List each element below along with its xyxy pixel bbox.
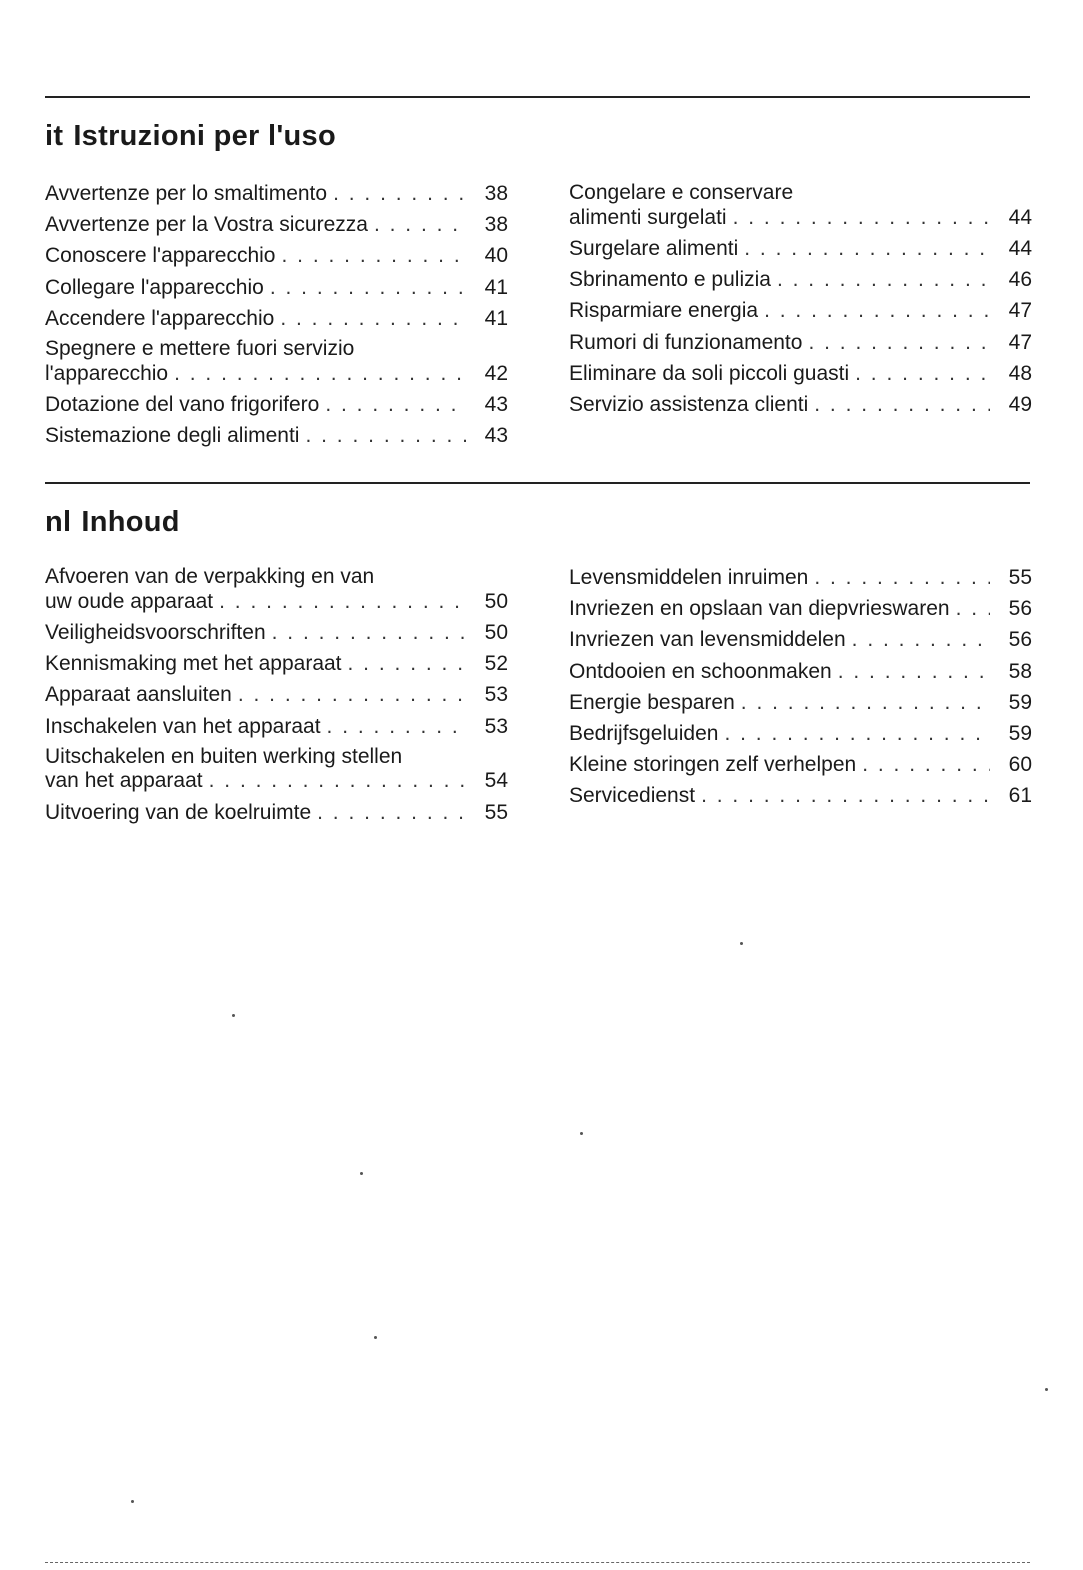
toc-entry-page-number: 38 (484, 182, 508, 205)
toc-entry-title: Servizio assistenza clienti (569, 393, 809, 417)
toc-entry-page-number: 40 (484, 244, 508, 268)
toc-entry-page-number: 61 (1008, 784, 1032, 808)
toc-entry-row (569, 749, 1032, 780)
toc-entry (45, 742, 508, 797)
toc-entry-title: van het apparaat (45, 769, 203, 793)
dot-leader (741, 687, 990, 718)
toc-list-nl-left (45, 562, 508, 828)
scan-speck (1045, 1388, 1048, 1391)
toc-list-nl-right (569, 562, 1032, 812)
toc-entry (45, 389, 508, 420)
toc-entry-row (45, 178, 508, 209)
dot-leader (764, 295, 990, 326)
toc-entry (569, 327, 1032, 358)
toc-list-it-right (569, 178, 1032, 420)
toc-entry-row (45, 240, 508, 271)
dot-leader (701, 780, 990, 811)
toc-entry-row (45, 272, 508, 303)
dot-leader (280, 303, 466, 334)
toc-entry-page-number: 53 (484, 683, 508, 707)
toc-entry-row (569, 624, 1032, 655)
toc-entry-title: Avvertenze per lo smaltimento (45, 182, 328, 205)
toc-entry-title: Ontdooien en schoonmaken (569, 659, 832, 683)
dot-leader (270, 272, 466, 303)
toc-entry-page-number: 56 (1008, 597, 1032, 621)
toc-entry (45, 334, 508, 389)
toc-entry-row (45, 362, 508, 387)
toc-entry-title: Invriezen van levensmiddelen (569, 628, 846, 652)
toc-entry-page-number: 47 (1008, 299, 1032, 323)
toc-entry (569, 780, 1032, 811)
dot-leader (814, 562, 990, 593)
heading-text: Istruzioni per l'uso (73, 120, 336, 152)
toc-entry-page-number: 50 (484, 621, 508, 644)
toc-entry-row (45, 711, 508, 742)
toc-entry-title: Risparmiare energia (569, 299, 759, 323)
toc-entry-title: Collegare l'apparecchio (45, 275, 264, 299)
toc-entry-row (45, 420, 508, 451)
toc-entry-title: Energie besparen (569, 690, 735, 714)
toc-entry-row (569, 687, 1032, 718)
toc-entry-row (569, 327, 1032, 358)
dot-leader (374, 209, 466, 240)
toc-entry-title: Kleine storingen zelf verhelpen (569, 753, 857, 777)
toc-entry-title: Apparaat aansluiten (45, 683, 232, 707)
toc-entry-row (45, 769, 508, 794)
toc-entry-page-number: 59 (1008, 690, 1032, 714)
toc-entry (45, 240, 508, 271)
toc-entry-row (569, 233, 1032, 264)
toc-entry (45, 209, 508, 240)
toc-entry (569, 264, 1032, 295)
dot-leader (209, 769, 466, 794)
toc-entry-title: Veiligheidsvoorschriften (45, 621, 266, 644)
toc-entry-page-number: 50 (484, 589, 508, 613)
dot-leader (325, 389, 466, 420)
dot-leader (219, 590, 466, 615)
dot-leader (855, 358, 990, 389)
toc-entry-page-number: 55 (484, 800, 508, 824)
dot-leader (348, 648, 466, 679)
language-code: nl (45, 506, 72, 538)
toc-entry-title: Surgelare alimenti (569, 237, 739, 260)
toc-entry (45, 178, 508, 209)
section-divider-middle (45, 482, 1030, 484)
toc-entry (45, 648, 508, 679)
toc-entry-row (569, 593, 1032, 624)
toc-entry-page-number: 56 (1008, 628, 1032, 652)
toc-entry (45, 420, 508, 451)
toc-entry-page-number: 44 (1008, 205, 1032, 229)
toc-entry-page-number: 55 (1008, 566, 1032, 589)
toc-entry-row (45, 617, 508, 648)
toc-entry-page-number: 46 (1008, 268, 1032, 292)
page-bottom-edge (45, 1562, 1030, 1563)
toc-entry (569, 178, 1032, 233)
dot-leader (956, 593, 990, 624)
toc-entry-page-number: 53 (484, 714, 508, 738)
dot-leader (333, 178, 466, 209)
toc-entry-title: Sistemazione degli alimenti (45, 424, 300, 448)
toc-entry (569, 624, 1032, 655)
scan-speck (131, 1500, 134, 1503)
section-heading-it (45, 120, 336, 153)
dot-leader (744, 233, 990, 264)
dot-leader (862, 749, 990, 780)
toc-entry (569, 687, 1032, 718)
scan-speck (374, 1336, 377, 1339)
toc-entry-title: Accendere l'apparecchio (45, 306, 275, 330)
toc-entry-page-number: 54 (484, 769, 508, 793)
toc-entry-row (45, 648, 508, 679)
toc-entry-page-number: 38 (484, 213, 508, 237)
toc-entry-row (569, 718, 1032, 749)
scan-speck (580, 1132, 583, 1135)
toc-entry-page-number: 58 (1008, 659, 1032, 683)
toc-entry (569, 593, 1032, 624)
dot-leader (838, 656, 990, 687)
toc-entry-page-number: 44 (1008, 237, 1032, 260)
scan-speck (232, 1014, 235, 1017)
toc-entry-title: Inschakelen van het apparaat (45, 714, 321, 738)
toc-entry (569, 749, 1032, 780)
toc-entry (45, 562, 508, 617)
toc-entry (569, 389, 1032, 420)
dot-leader (272, 617, 466, 648)
toc-entry-title: alimenti surgelati (569, 205, 727, 229)
toc-entry-title-line1: Congelare e conservare (569, 181, 794, 204)
toc-entry-title: Rumori di funzionamento (569, 330, 803, 354)
toc-entry-page-number: 47 (1008, 330, 1032, 354)
toc-entry (569, 233, 1032, 264)
dot-leader (724, 718, 990, 749)
toc-entry-row (569, 780, 1032, 811)
toc-entry-title: Avvertenze per la Vostra sicurezza (45, 213, 368, 237)
toc-entry-page-number: 41 (484, 275, 508, 299)
toc-entry (569, 562, 1032, 593)
toc-entry-title: Conoscere l'apparecchio (45, 244, 276, 268)
toc-entry-row (45, 209, 508, 240)
dot-leader (808, 327, 990, 358)
toc-entry (45, 711, 508, 742)
toc-entry-title: Servicedienst (569, 784, 696, 808)
dot-leader (317, 797, 466, 828)
toc-entry-title: Levensmiddelen inruimen (569, 566, 809, 589)
dot-leader (281, 240, 466, 271)
toc-entry (569, 295, 1032, 326)
toc-entry-page-number: 49 (1008, 393, 1032, 417)
toc-entry-row (569, 656, 1032, 687)
dot-leader (777, 264, 990, 295)
toc-entry-row (569, 562, 1032, 593)
toc-entry-title: Eliminare da soli piccoli guasti (569, 361, 850, 385)
toc-entry (45, 679, 508, 710)
toc-entry-row (45, 679, 508, 710)
toc-entry (569, 358, 1032, 389)
toc-entry-title-line1: Afvoeren van de verpakking en van (45, 565, 375, 588)
dot-leader (733, 206, 990, 231)
language-code: it (45, 120, 64, 152)
dot-leader (174, 362, 466, 387)
toc-entry-page-number: 43 (484, 424, 508, 448)
dot-leader (238, 679, 466, 710)
toc-entry (45, 303, 508, 334)
toc-entry-row (45, 389, 508, 420)
toc-entry (45, 617, 508, 648)
toc-entry-title: Invriezen en opslaan van diepvrieswaren (569, 597, 950, 621)
section-divider-top (45, 96, 1030, 98)
toc-entry-title: Bedrijfsgeluiden (569, 722, 719, 746)
toc-entry-row (569, 295, 1032, 326)
section-heading-nl (45, 506, 180, 539)
toc-entry-title: l'apparecchio (45, 361, 169, 385)
scan-speck (360, 1172, 363, 1175)
dot-leader (327, 711, 466, 742)
toc-entry-page-number: 43 (484, 393, 508, 417)
toc-entry-page-number: 60 (1008, 753, 1032, 777)
toc-entry (569, 718, 1032, 749)
toc-entry-title: Dotazione del vano frigorifero (45, 393, 320, 417)
toc-entry-row (569, 389, 1032, 420)
toc-entry (45, 797, 508, 828)
toc-entry-title: Uitvoering van de koelruimte (45, 800, 312, 824)
dot-leader (814, 389, 990, 420)
toc-entry-page-number: 42 (484, 361, 508, 385)
toc-entry-title-line1: Spegnere e mettere fuori servizio (45, 337, 355, 361)
toc-entry-page-number: 41 (484, 306, 508, 330)
toc-entry-page-number: 59 (1008, 722, 1032, 746)
toc-entry (569, 656, 1032, 687)
toc-list-it-left (45, 178, 508, 451)
dot-leader (305, 420, 466, 451)
heading-text: Inhoud (81, 506, 180, 538)
toc-entry-page-number: 52 (484, 652, 508, 676)
toc-entry-row (569, 264, 1032, 295)
dot-leader (852, 624, 990, 655)
toc-entry-title: uw oude apparaat (45, 589, 214, 613)
toc-entry-title-line1: Uitschakelen en buiten werking stellen (45, 744, 403, 768)
toc-entry-title: Sbrinamento e pulizia (569, 268, 771, 292)
scan-speck (740, 942, 743, 945)
toc-entry-page-number: 48 (1008, 361, 1032, 385)
toc-entry-title: Kennismaking met het apparaat (45, 652, 342, 676)
toc-entry-row (45, 590, 508, 615)
toc-entry-row (45, 797, 508, 828)
toc-entry-row (569, 358, 1032, 389)
toc-entry (45, 272, 508, 303)
toc-entry-row (45, 303, 508, 334)
toc-entry-row (569, 206, 1032, 231)
